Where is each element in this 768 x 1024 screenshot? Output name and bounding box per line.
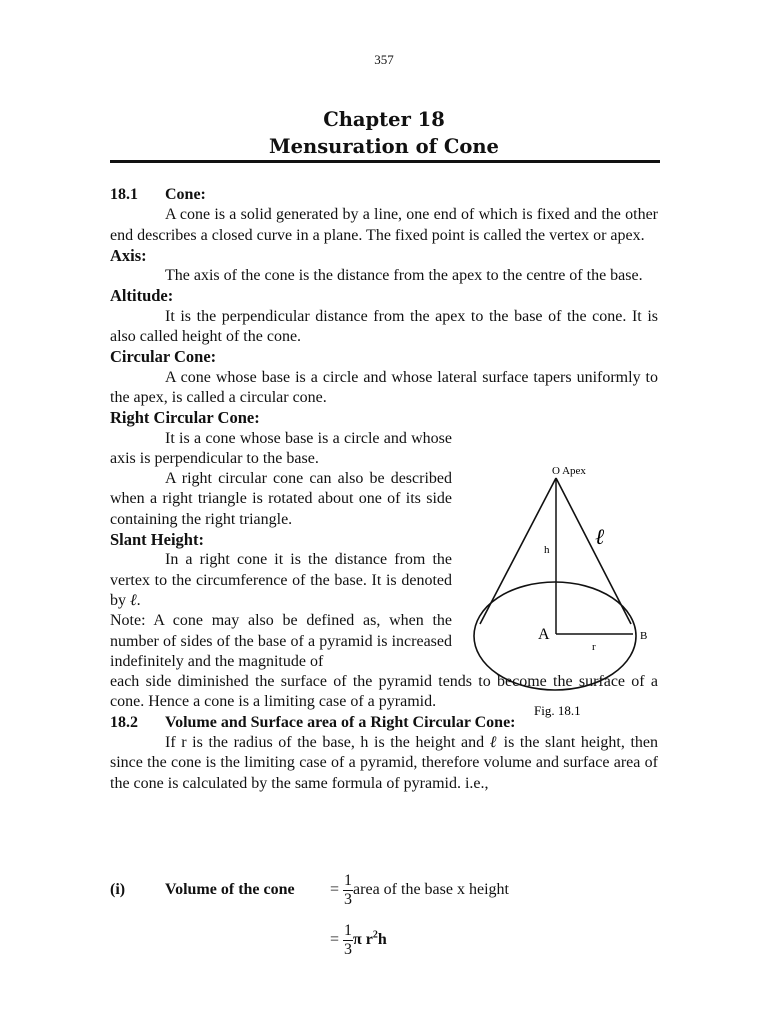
section-heading-18-2: 18.2 Volume and Surface area of a Right Circular Cone:: [110, 713, 516, 731]
cone-right-side: [556, 478, 631, 624]
formula-title: Volume of the cone: [165, 881, 295, 899]
apex-label: O Apex: [552, 465, 586, 477]
fraction-one-third: $\frac{1}{3}$: [344, 872, 353, 908]
cone-definition: A cone is a solid generated by a line, one end of which is fixed and the other end describes a closed curve in a plane. The fixed point is called the vertex or apex.: [110, 206, 658, 244]
section-heading-18-1: 18.1 Cone:: [110, 186, 206, 203]
figure-caption: Fig. 18.1: [534, 703, 581, 718]
slant-height-heading: Slant Height:: [110, 530, 204, 550]
volume-surface-intro: If r is the radius of the base, h is the height and ℓ is the slant height, then since the cone is the limiting case of a pyramid, therefore volume and surface area of the cone is calculated by the same formula of pyramid. i.e.,: [110, 734, 659, 792]
altitude-heading: Altitude:: [110, 286, 174, 306]
right-circular-cone-definition: It is a cone whose base is a circle and whose axis is perpendicular to the base.: [110, 429, 452, 467]
chapter-title: Chapter 18: [323, 108, 445, 131]
ell-symbol: ℓ: [130, 591, 137, 609]
cone-figure: [462, 456, 672, 726]
formula-rhs-2: π $r^2h$: [353, 929, 387, 949]
radius-label: r: [592, 641, 596, 653]
right-circular-cone-heading: Right Circular Cone:: [110, 408, 260, 428]
volume-formula-line1: (i) Volume of the cone = $\frac{1}{3}$ area of the base x height: [110, 872, 509, 908]
height-label: h: [544, 544, 550, 556]
axis-definition: The axis of the cone is the distance from the apex to the centre of the base.: [165, 267, 643, 285]
chapter-heading: [0, 106, 768, 160]
slant-label: ℓ: [595, 524, 605, 549]
slant-height-definition: In a right cone it is the distance from the vertex to the circumference of the base. It is denoted by ℓ.: [110, 551, 452, 609]
cone-base-ellipse: [474, 582, 636, 690]
note-text: Note: A cone may also be defined as, when the number of sides of the base of a pyramid is increased indefinitely and the magnitude of: [110, 612, 452, 670]
cone-diagram: [462, 456, 672, 726]
point-b-label: B: [640, 630, 648, 642]
formula-rhs-1: area of the base x height: [353, 881, 509, 899]
axis-heading: Axis:: [110, 245, 147, 265]
right-circular-cone-rotation: A right circular cone can also be described when a right triangle is rotated about one of its side containing the right triangle.: [110, 470, 452, 528]
point-a-label: A: [538, 626, 550, 643]
fraction-one-third-2: $\frac{1}{3}$: [344, 922, 353, 958]
altitude-definition: It is the perpendicular distance from the apex to the base of the cone. It is also called height of the cone.: [110, 307, 658, 346]
volume-formula-line2: = $\frac{1}{3}$ π $r^2h$: [330, 922, 387, 958]
circular-cone-heading: Circular Cone:: [110, 347, 217, 367]
chapter-subtitle: Mensuration of Cone: [269, 135, 499, 158]
formula-label: (i): [110, 881, 126, 899]
circular-cone-definition: A cone whose base is a circle and whose lateral surface tapers uniformly to the apex, is called a circular cone.: [110, 368, 658, 406]
heading-rule: [110, 160, 660, 163]
note-text-continued: each side diminished the surface of the pyramid tends to become the surface of a cone. Hence a cone is a limiting case of a pyramid.: [110, 673, 658, 711]
page-number: 357: [374, 52, 394, 67]
